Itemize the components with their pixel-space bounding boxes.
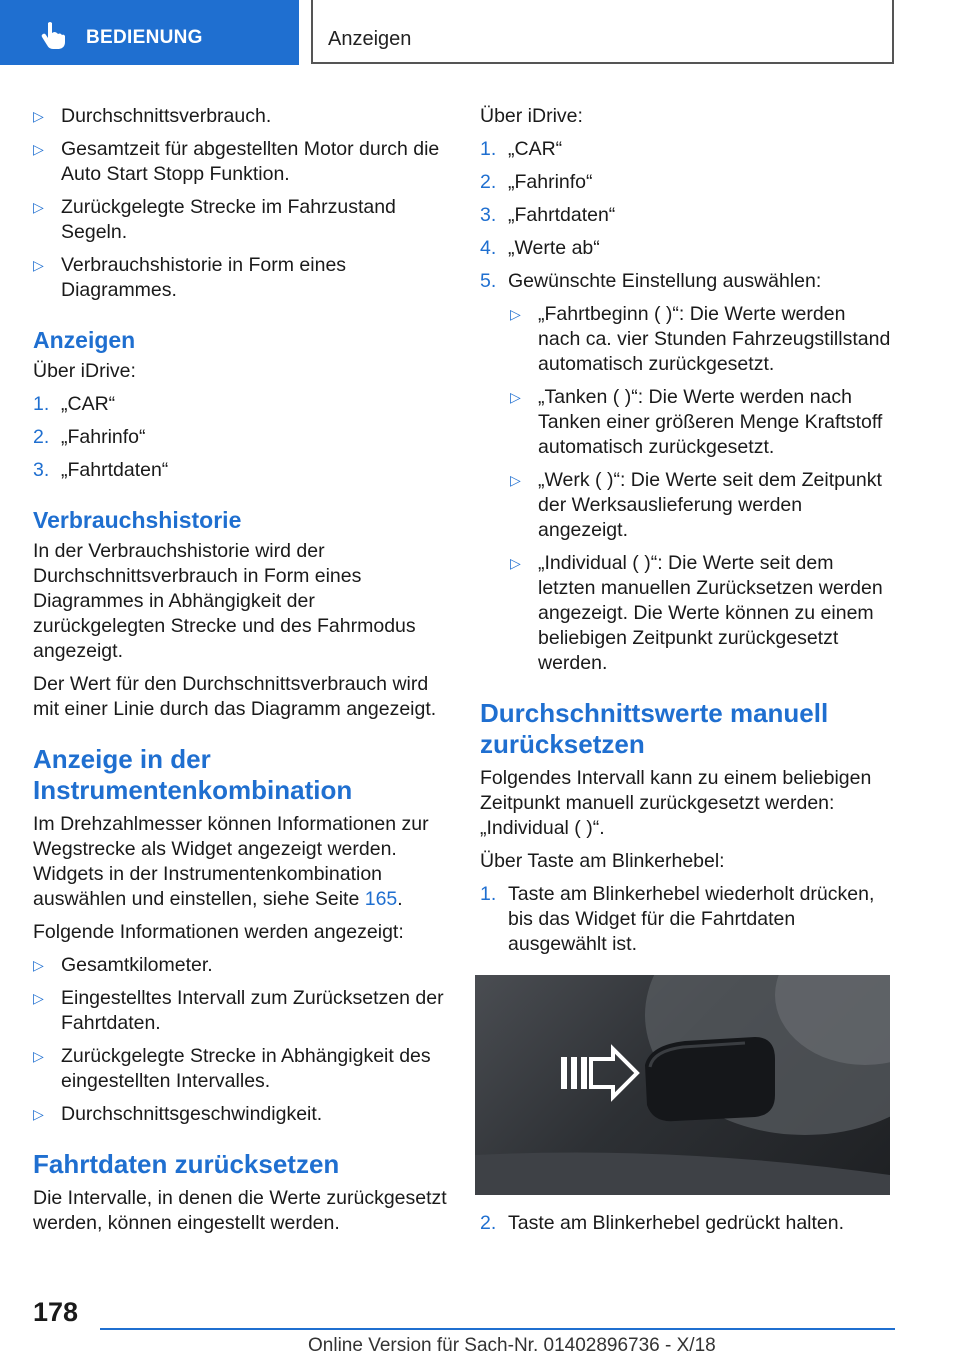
paragraph: Über iDrive: [33,360,136,382]
step-item: 2. „Fahrinfo“ [480,171,593,193]
triangle-bullet-icon: ▷ [33,141,44,157]
step-item: 3. „Fahrtdaten“ [33,459,169,481]
paragraph: In der Verbrauchshistorie wird der Durchschnittsverbrauch in Form eines Diagrammes in Abhängigkeit der zurückgelegten Strecke und des Fahrmodus angezeigt. [33,540,416,662]
step-item: 3. „Fahrtdaten“ [480,204,616,226]
triangle-bullet-icon: ▷ [33,1048,44,1064]
paragraph: Über Taste am Blinkerhebel: [480,850,725,872]
triangle-bullet-icon: ▷ [33,1106,44,1122]
list-item: ▷ Gesamtkilometer. [33,954,213,976]
paragraph: Folgendes Intervall kann zu einem beliebigen Zeitpunkt manuell zurückgesetzt werden: „Individual ( )“. [480,767,872,839]
page-header [311,0,894,64]
sub-list-item: ▷ „Fahrtbeginn ( )“: Die Werte werden nach ca. vier Stunden Fahrzeugstillstand automatisch zurückgesetzt. [510,303,891,375]
list-item: ▷ Verbrauchshistorie in Form eines Diagrammes. [33,254,347,301]
footer-divider [100,1328,895,1330]
right-column [480,104,892,1244]
step-item: 1. Taste am Blinkerhebel wiederholt drücken, bis das Widget für die Fahrtdaten ausgewählt ist. [480,883,875,955]
hand-pointer-icon [36,20,68,50]
list-item: ▷ Gesamtzeit für abgestellten Motor durch die Auto Start Stopp Funktion. [33,138,440,185]
step-item: 2. „Fahrinfo“ [33,426,146,448]
list-item: ▷ Durchschnittsverbrauch. [33,105,272,127]
triangle-bullet-icon: ▷ [33,199,44,215]
triangle-bullet-icon: ▷ [510,472,521,488]
lever-illustration [475,975,890,1195]
sub-list-item: ▷ „Individual ( )“: Die Werte seit dem letzten manuellen Zurücksetzen werden angezeigt. Die Werte können zu einem beliebigen Zeitpunkt zurückgesetzt werden. [510,552,883,674]
page-number: 178 [33,1297,79,1327]
page-link[interactable]: 165 [364,888,398,910]
heading-verbrauchshistorie: Verbrauchshistorie [33,507,242,533]
sub-list-item: ▷ „Werk ( )“: Die Werte seit dem Zeitpunkt der Werksauslieferung werden angezeigt. [510,469,882,541]
triangle-bullet-icon: ▷ [33,257,44,273]
list-item: ▷ Zurückgelegte Strecke in Abhängigkeit des eingestellten Intervalles. [33,1045,431,1092]
paragraph: Über iDrive: [480,105,583,127]
paragraph: Die Intervalle, in denen die Werte zurückgesetzt werden, können eingestellt werden. [33,1187,447,1234]
heading-durchschnittswerte: Durchschnittswerte manuell zurücksetzen [480,698,829,759]
step-item: 1. „CAR“ [33,393,116,415]
step-item: 4. „Werte ab“ [480,237,600,259]
list-item: ▷ Zurückgelegte Strecke im Fahrzustand Segeln. [33,196,396,243]
triangle-bullet-icon: ▷ [510,306,521,322]
blinker-lever-image [475,975,890,1195]
page-title: Anzeigen [328,28,412,50]
triangle-bullet-icon: ▷ [33,108,44,124]
footer-online-version: Online Version für Sach-Nr. 01402896736 - X/18 [308,1335,716,1356]
step-item: 5. Gewünschte Einstellung auswählen: [480,270,822,292]
step-item: 2. Taste am Blinkerhebel gedrückt halten. [480,1212,845,1234]
triangle-bullet-icon: ▷ [510,389,521,405]
section-label: BEDIENUNG [86,27,203,48]
triangle-bullet-icon: ▷ [510,555,521,571]
paragraph: Der Wert für den Durchschnittsverbrauch wird mit einer Linie durch das Diagramm angezeigt. [33,673,437,720]
list-item: ▷ Durchschnittsgeschwindigkeit. [33,1103,323,1125]
sub-list-item: ▷ „Tanken ( )“: Die Werte werden nach Tanken einer größeren Menge Kraftstoff automatisch zurückgesetzt. [510,386,883,458]
paragraph: Im Drehzahlmesser können Informationen zur Wegstrecke als Widget angezeigt werden. Widgets in der Instrumentenkombination auswählen und einstellen, siehe Seite 165. [33,813,429,910]
section-tab[interactable] [0,0,299,65]
list-item: ▷ Eingestelltes Intervall zum Zurücksetzen der Fahrtdaten. [33,987,444,1034]
left-column [33,104,448,1244]
triangle-bullet-icon: ▷ [33,957,44,973]
paragraph: Folgende Informationen werden angezeigt: [33,921,404,943]
triangle-bullet-icon: ▷ [33,990,44,1006]
step-item: 1. „CAR“ [480,138,563,160]
heading-anzeigen: Anzeigen [33,327,136,353]
heading-fahrtdaten-zuruecksetzen: Fahrtdaten zurücksetzen [33,1149,340,1179]
heading-instrumentenkombination: Anzeige in der Instrumentenkombination [33,744,353,805]
